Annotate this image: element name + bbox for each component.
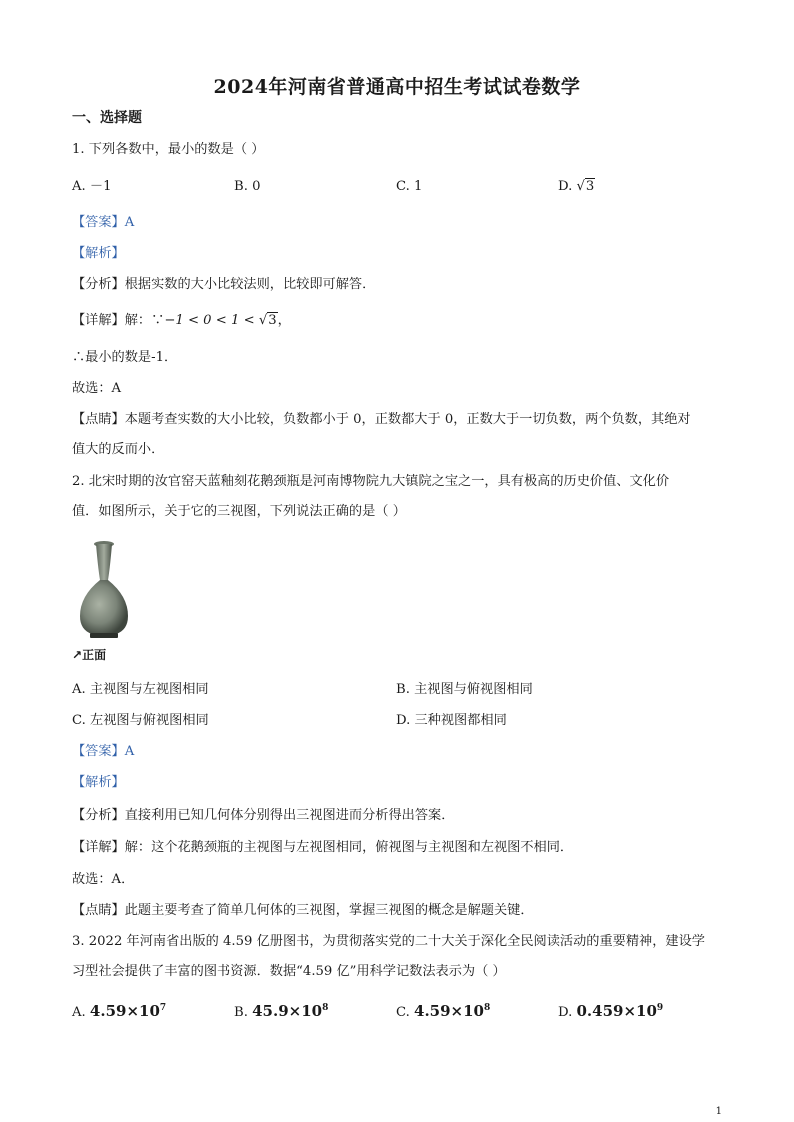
q1-option-b: B. 0 xyxy=(234,179,261,194)
q3-option-b-mantissa: 45.9×10 xyxy=(252,1002,323,1020)
q3-option-c xyxy=(396,998,490,1023)
q3-option-c-mantissa: 4.59×10 xyxy=(414,1002,484,1020)
q3-option-c-letter: C. xyxy=(396,1005,410,1020)
vase-figure xyxy=(74,538,144,668)
q3-option-b-value xyxy=(252,1002,328,1020)
q1-dianjing-line2: 值大的反而小． xyxy=(72,442,165,457)
arrow-up-icon: ↗ xyxy=(72,648,83,662)
q1-choice: 故选：A xyxy=(72,381,122,396)
q2-option-b: B. 主视图与俯视图相同 xyxy=(396,682,533,697)
sqrt-symbol: √3 xyxy=(576,179,595,194)
front-view-marker xyxy=(72,646,106,663)
q3-option-d xyxy=(558,998,663,1023)
q2-dianjing: 【点睛】此题主要考查了简单几何体的三视图，掌握三视图的概念是解题关键． xyxy=(72,903,534,918)
q3-option-a-mantissa: 4.59×10 xyxy=(89,1002,160,1020)
page-number: 1 xyxy=(715,1106,722,1117)
front-view-label: 正面 xyxy=(82,648,107,662)
q3-option-d-mantissa: 0.459×10 xyxy=(576,1002,657,1020)
q2-fenxi: 【分析】直接利用已知几何体分别得出三视图进而分析得出答案． xyxy=(72,808,455,823)
q1-xiangjie xyxy=(72,311,291,331)
q3-option-d-exp: 9 xyxy=(656,1003,664,1013)
q3-option-b-exp: 8 xyxy=(322,1003,329,1013)
q2-choice: 故选：A． xyxy=(72,872,135,887)
q3-option-a xyxy=(72,998,166,1023)
page-title: 2024年河南省普通高中招生考试试卷数学 xyxy=(213,76,581,98)
q1-dianjing-line1: 【点睛】本题考查实数的大小比较，负数都小于 0，正数都大于 0，正数大于一切负数，两个负数，其绝对 xyxy=(72,412,691,427)
section-heading-choice: 一、选择题 xyxy=(72,110,142,126)
q1-xiangjie-radicand: 3 xyxy=(268,313,277,328)
q1-answer: 【答案】A xyxy=(72,215,135,230)
q3-option-d-value xyxy=(577,1002,664,1020)
q2-answer: 【答案】A xyxy=(72,744,135,759)
q1-xiangjie-suffix: ， xyxy=(277,313,291,328)
q3-option-a-exp: 7 xyxy=(159,1003,167,1013)
q1-option-a: A. －1 xyxy=(72,179,112,194)
q1-xiangjie-prefix: 【详解】解：∵ xyxy=(72,313,165,328)
q3-option-b xyxy=(234,998,328,1023)
q1-analysis-tag: 【解析】 xyxy=(72,246,125,261)
q3-option-a-letter: A. xyxy=(72,1005,86,1020)
q1-option-d xyxy=(558,177,595,197)
q1-option-d-radicand: 3 xyxy=(585,179,595,194)
q2-stem-line1: 2. 北宋时期的汝官窑天蓝釉刻花鹅颈瓶是河南博物院九大镇院之宝之一，具有极高的历史价值、文化价 xyxy=(72,474,670,489)
q1-therefore: ∴最小的数是-1． xyxy=(72,350,178,365)
q3-option-d-letter: D. xyxy=(558,1005,573,1020)
q2-xiangjie: 【详解】解：这个花鹅颈瓶的主视图与左视图相同，俯视图与主视图和左视图不相同． xyxy=(72,840,574,855)
q1-option-d-letter: D. xyxy=(558,179,573,194)
q3-option-b-letter: B. xyxy=(234,1005,248,1020)
q3-option-c-value xyxy=(414,1002,490,1020)
q3-stem-line2: 习型社会提供了丰富的图书资源．数据“4.59 亿”用科学记数法表示为（ ） xyxy=(72,964,506,979)
q3-stem-line1: 3. 2022 年河南省出版的 4.59 亿册图书，为贯彻落实党的二十大关于深化全民阅读活动的重要精神，建设学 xyxy=(72,934,705,949)
q1-stem: 1. 下列各数中，最小的数是（ ） xyxy=(72,142,265,157)
sqrt-symbol: √3 xyxy=(258,313,277,328)
q1-fenxi: 【分析】根据实数的大小比较法则，比较即可解答． xyxy=(72,277,376,292)
q2-option-c: C. 左视图与俯视图相同 xyxy=(72,713,209,728)
q2-option-d: D. 三种视图都相同 xyxy=(396,713,507,728)
q1-option-c: C. 1 xyxy=(396,179,423,194)
q1-xiangjie-expr: −1 < 0 < 1 < xyxy=(164,313,255,328)
q2-option-a: A. 主视图与左视图相同 xyxy=(72,682,209,697)
q3-option-c-exp: 8 xyxy=(484,1003,491,1013)
q3-option-a-value xyxy=(90,1002,166,1020)
q2-stem-line2: 值．如图所示，关于它的三视图，下列说法正确的是（ ） xyxy=(72,504,406,519)
q2-analysis-tag: 【解析】 xyxy=(72,775,125,790)
